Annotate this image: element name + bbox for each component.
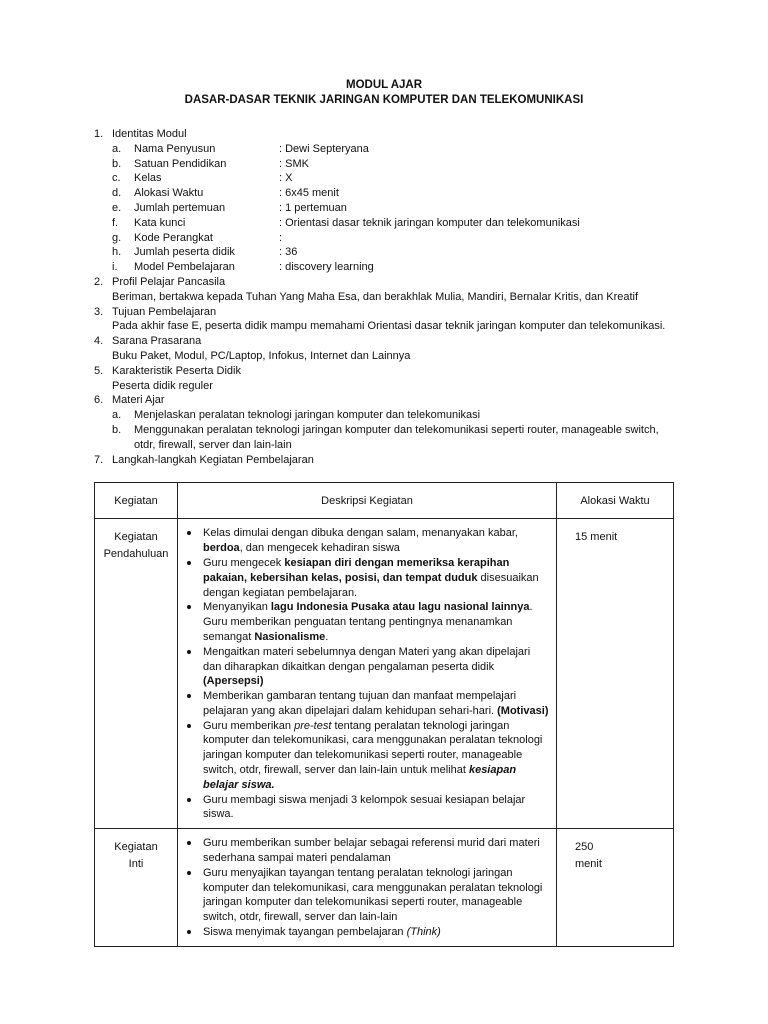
section-number: 7. xyxy=(94,453,104,466)
identity-row xyxy=(112,260,674,275)
list-item xyxy=(184,836,550,866)
row-value: : 36 xyxy=(279,246,298,259)
section-number: 1. xyxy=(94,128,104,140)
bullet-icon xyxy=(187,650,191,654)
kegiatan-name xyxy=(95,829,178,947)
text-run: Mengaitkan materi sebelumnya dengan Materi yang akan dipelajari dan diharapkan dikaitkan dengan pengalaman peserta didik xyxy=(203,645,531,673)
bold-italic-run: kesiapan belajar siswa. xyxy=(203,764,517,791)
section-number: 4. xyxy=(94,335,104,348)
list-item xyxy=(184,689,550,719)
row-value: : 1 pertemuan xyxy=(279,201,347,214)
item-letter: b. xyxy=(112,423,122,436)
text-run: Memberikan gambaran tentang tujuan dan manfaat mempelajari pelajaran yang akan dipelajari dalam kehidupan sehari-hari. xyxy=(203,690,517,717)
text-run: tentang peralatan teknologi jaringan komputer dan telekomunikasi, cara menggunakan peralatan teknologi jaringan komputer dan telekomunikasi seperti router, manageable switch, otdr, firewall, server dan lain-lain untuk melihat xyxy=(203,719,543,777)
row-value: : xyxy=(279,231,283,244)
row-label: Model Pembelajaran xyxy=(134,261,235,274)
header-alokasi: Alokasi Waktu xyxy=(557,483,674,519)
table-row-pendahuluan xyxy=(95,519,674,829)
bullet-icon xyxy=(187,694,191,698)
kegiatan-name-line: Inti xyxy=(128,858,144,871)
row-value: : 6x45 menit xyxy=(279,187,339,200)
row-value: : SMK xyxy=(279,157,309,170)
identity-row xyxy=(112,245,674,260)
item-text: Menjelaskan peralatan teknologi jaringan komputer dan telekomunikasi xyxy=(134,409,481,422)
section-number: 6. xyxy=(94,394,104,407)
list-item xyxy=(184,556,550,600)
bullet-icon xyxy=(187,561,191,565)
list-item xyxy=(184,600,550,644)
row-letter: b. xyxy=(112,157,122,170)
bold-run: lagu Indonesia Pusaka atau lagu nasional lainnya xyxy=(270,601,530,614)
bold-run: kesiapan diri dengan memeriksa kerapihan pakaian, kebersihan kelas, posisi, dan tempat duduk xyxy=(203,556,510,584)
section-heading: Langkah-langkah Kegiatan Pembelajaran xyxy=(112,453,314,466)
bold-run: (Motivasi) xyxy=(497,704,549,717)
identity-row xyxy=(112,171,674,186)
deskripsi-cell xyxy=(178,829,557,947)
identity-list xyxy=(112,142,674,275)
row-label: Kelas xyxy=(134,172,162,185)
row-label: Kata kunci xyxy=(134,216,186,229)
section-heading: Identitas Modul xyxy=(112,128,187,140)
row-label: Alokasi Waktu xyxy=(134,187,204,200)
list-item xyxy=(184,645,550,689)
row-value: : discovery learning xyxy=(279,261,374,274)
alokasi-cell: 15 menit xyxy=(557,519,674,829)
materi-item xyxy=(112,408,674,423)
text-run: Guru memberikan sumber belajar sebagai referensi murid dari materi sederhana sampai materi pendalaman xyxy=(203,837,540,865)
bullet-list xyxy=(178,829,556,946)
kegiatan-name-line: Pendahuluan xyxy=(103,548,169,561)
section-text: Peserta didik reguler xyxy=(112,379,213,392)
row-value: : Orientasi dasar teknik jaringan komputer dan telekomunikasi xyxy=(279,216,580,229)
section-heading: Tujuan Pembelajaran xyxy=(112,305,217,318)
item-text: Menggunakan peralatan teknologi jaringan komputer dan telekomunikasi seperti router, manageable switch, otdr, firewall, server dan lain-lain xyxy=(134,423,659,451)
item-letter: a. xyxy=(112,409,122,422)
section-materi xyxy=(94,393,674,452)
text-run: . xyxy=(325,630,329,643)
section-karakteristik xyxy=(94,364,674,394)
alokasi-value: 250 xyxy=(575,841,594,854)
row-letter: a. xyxy=(112,142,122,155)
bullet-icon xyxy=(187,605,191,609)
text-run: . Guru memberikan penguatan tentang pentingnya menanamkan semangat xyxy=(203,601,533,643)
kegiatan-name xyxy=(95,519,178,829)
row-label: Satuan Pendidikan xyxy=(134,157,227,170)
bold-run: berdoa xyxy=(203,542,240,555)
text-run: , dan mengecek kehadiran siswa xyxy=(239,542,400,555)
section-text: Pada akhir fase E, peserta didik mampu memahami Orientasi dasar teknik jaringan komputer dan telekomunikasi. xyxy=(112,320,666,333)
italic-run: pre-test xyxy=(294,719,332,732)
alokasi-cell xyxy=(557,829,674,947)
section-text: Buku Paket, Modul, PC/Laptop, Infokus, Internet dan Lainnya xyxy=(112,349,411,362)
module-subtitle: DASAR-DASAR TEKNIK JARINGAN KOMPUTER DAN TELEKOMUNIKASI xyxy=(184,94,584,106)
bullet-icon xyxy=(187,930,191,934)
kegiatan-name-line: Kegiatan xyxy=(114,531,158,544)
section-text: Beriman, bertakwa kepada Tuhan Yang Maha Esa, dan berakhlak Mulia, Mandiri, Bernalar Kritis, dan Kreatif xyxy=(112,290,639,303)
text-run: Siswa menyimak tayangan pembelajaran xyxy=(203,926,407,939)
row-letter: i. xyxy=(112,261,118,274)
section-number: 2. xyxy=(94,275,104,288)
section-number: 5. xyxy=(94,364,104,377)
list-item xyxy=(184,925,550,940)
section-heading: Karakteristik Peserta Didik xyxy=(112,364,241,377)
list-item xyxy=(184,526,550,556)
header-deskripsi: Deskripsi Kegiatan xyxy=(178,483,557,519)
identity-row xyxy=(112,231,674,246)
kegiatan-name-line: Kegiatan xyxy=(114,841,158,854)
row-label: Nama Penyusun xyxy=(134,142,216,155)
list-item xyxy=(184,719,550,793)
identity-row xyxy=(112,216,674,231)
bold-run: Nasionalisme xyxy=(254,630,326,643)
section-profil xyxy=(94,275,674,305)
section-number: 3. xyxy=(94,305,104,318)
bold-run: (Apersepsi) xyxy=(203,675,264,688)
table-row-inti xyxy=(95,829,674,947)
identity-row xyxy=(112,157,674,172)
row-value: : X xyxy=(279,172,293,185)
section-sarana xyxy=(94,334,674,364)
header-kegiatan: Kegiatan xyxy=(95,483,178,519)
row-value: : Dewi Septeryana xyxy=(279,142,369,155)
section-tujuan xyxy=(94,305,674,335)
row-label: Jumlah peserta didik xyxy=(134,246,235,259)
bullet-icon xyxy=(187,531,191,535)
module-sections xyxy=(94,127,674,467)
alokasi-unit: menit xyxy=(575,858,602,871)
identity-row xyxy=(112,186,674,201)
section-identitas xyxy=(94,127,674,275)
row-letter: f. xyxy=(112,216,119,229)
deskripsi-cell xyxy=(178,519,557,829)
italic-run: (Think) xyxy=(406,926,441,939)
materi-item xyxy=(112,423,674,453)
text-run: Guru membagi siswa menjadi 3 kelompok sesuai kesiapan belajar siswa. xyxy=(203,793,526,821)
text-run: Guru menyajikan tayangan tentang peralatan teknologi jaringan komputer dan telekomunikasi, cara menggunakan peralatan teknologi jaringan komputer dan telekomunikasi seperti router, manageable switch, otdr, firewall, server dan lain-lain xyxy=(203,866,543,924)
bullet-icon xyxy=(187,871,191,875)
table-header-row xyxy=(95,483,674,519)
text-run: Kelas dimulai dengan dibuka dengan salam, menanyakan kabar, xyxy=(203,527,518,540)
list-item xyxy=(184,793,550,823)
list-item xyxy=(184,866,550,925)
row-letter: h. xyxy=(112,246,122,259)
bullet-icon xyxy=(187,798,191,802)
text-run: Menyanyikan xyxy=(203,601,271,614)
bullet-icon xyxy=(187,724,191,728)
row-letter: g. xyxy=(112,231,122,244)
row-letter: c. xyxy=(112,172,121,185)
text-run: disesuaikan dengan kegiatan pembelajaran. xyxy=(203,571,539,599)
bullet-list xyxy=(178,519,556,828)
identity-row xyxy=(112,142,674,157)
section-heading: Sarana Prasarana xyxy=(112,335,202,348)
activity-table xyxy=(94,482,674,947)
bullet-icon xyxy=(187,841,191,845)
row-label: Kode Perangkat xyxy=(134,231,213,244)
identity-row xyxy=(112,201,674,216)
section-heading: Materi Ajar xyxy=(112,394,165,407)
module-title: MODUL AJAR xyxy=(345,79,423,91)
row-letter: d. xyxy=(112,187,122,200)
row-label: Jumlah pertemuan xyxy=(134,201,226,214)
section-heading: Profil Pelajar Pancasila xyxy=(112,275,226,288)
section-langkah xyxy=(94,453,674,468)
row-letter: e. xyxy=(112,201,122,214)
text-run: Guru memberikan xyxy=(203,719,295,732)
text-run: Guru mengecek xyxy=(203,556,285,569)
